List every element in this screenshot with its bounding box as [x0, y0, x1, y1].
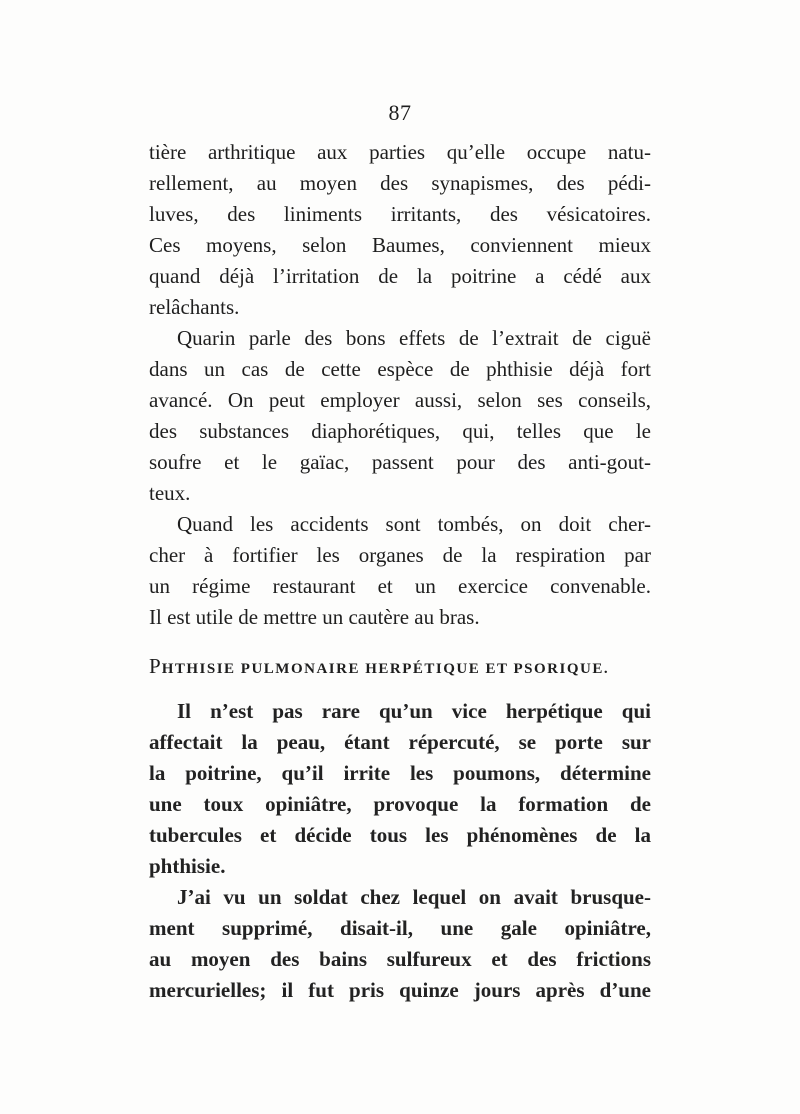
- paragraph: [149, 696, 651, 882]
- text-line: soufre et le gaïac, passent pour des anti-gout-: [149, 450, 651, 474]
- paragraphs-after-heading: [149, 696, 651, 1006]
- text-line: Ces moyens, selon Baumes, conviennent mieux: [149, 233, 651, 257]
- text-line: Quarin parle des bons effets de l’extrait de ciguë: [177, 326, 651, 350]
- page-text: [149, 137, 651, 1006]
- text-line: J’ai vu un soldat chez lequel on avait brusque-: [177, 885, 651, 909]
- page-number: 87: [388, 100, 412, 125]
- text-line: quand déjà l’irritation de la poitrine a cédé aux: [149, 264, 651, 288]
- text-line: affectait la peau, étant répercuté, se porte sur: [149, 730, 651, 754]
- paragraph: [149, 882, 651, 1006]
- text-line: au moyen des bains sulfureux et des frictions: [149, 947, 651, 971]
- paragraphs-before-heading: [149, 137, 651, 633]
- text-line: un régime restaurant et un exercice convenable.: [149, 574, 651, 598]
- text-line: teux.: [149, 481, 191, 505]
- paragraph: [149, 137, 651, 323]
- paragraph: [149, 323, 651, 509]
- text-line: ment supprimé, disait-il, une gale opiniâtre,: [149, 916, 651, 940]
- text-line: avancé. On peut employer aussi, selon ses conseils,: [149, 388, 651, 412]
- text-line: phthisie.: [149, 854, 226, 878]
- text-line: tubercules et décide tous les phénomènes de la: [149, 823, 651, 847]
- section-heading: [149, 651, 651, 682]
- text-line: Il est utile de mettre un cautère au bras.: [149, 605, 480, 629]
- text-line: luves, des liniments irritants, des vésicatoires.: [149, 202, 651, 226]
- text-line: rellement, au moyen des synapismes, des pédi-: [149, 171, 651, 195]
- text-line: cher à fortifier les organes de la respiration par: [149, 543, 651, 567]
- text-line: tière arthritique aux parties qu’elle occupe natu-: [149, 140, 651, 164]
- text-line: mercurielles; il fut pris quinze jours après d’une: [149, 978, 651, 1002]
- section-heading-initial: P: [149, 654, 162, 678]
- text-line: dans un cas de cette espèce de phthisie déjà fort: [149, 357, 651, 381]
- section-heading-rest: HTHISIE PULMONAIRE HERPÉTIQUE ET PSORIQUE.: [161, 661, 610, 677]
- text-line: Quand les accidents sont tombés, on doit cher-: [177, 512, 651, 536]
- text-line: relâchants.: [149, 295, 240, 319]
- text-line: des substances diaphorétiques, qui, telles que le: [149, 419, 651, 443]
- text-line: la poitrine, qu’il irrite les poumons, détermine: [149, 761, 651, 785]
- text-line: une toux opiniâtre, provoque la formation de: [149, 792, 651, 816]
- text-line: Il n’est pas rare qu’un vice herpétique qui: [177, 699, 651, 723]
- paragraph: [149, 509, 651, 633]
